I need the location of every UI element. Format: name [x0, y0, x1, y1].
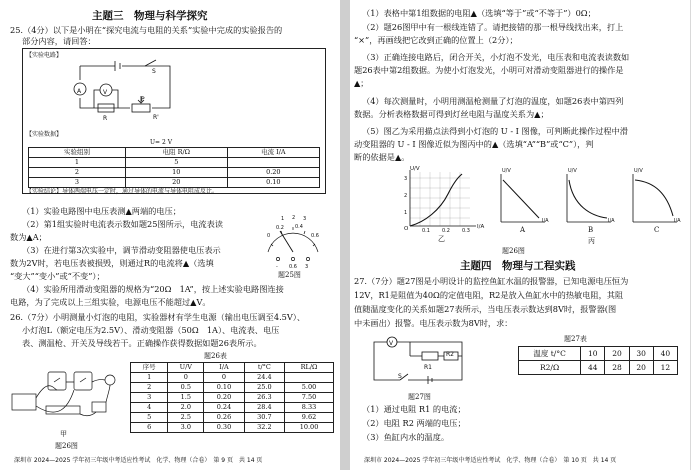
- meter-terminal: -: [276, 264, 278, 270]
- q26-sub3-line2: 题26表中第2组数据。为使小灯泡发光，小明可对滑动变阻器进行的操作是: [354, 65, 624, 75]
- table-row: 6 3.0 0.30 32.2 10.00: [131, 423, 334, 433]
- q26-sub5-line1: （5）图乙为采用描点法得到小灯泡的 U - I 图像，可判断此操作过程中滑: [362, 126, 628, 136]
- graph-a-u: U/V: [502, 168, 511, 174]
- q26-sub3-line1: （3）正确连接电路后，闭合开关，小灯泡不发光，电压表和电流表读数如: [362, 52, 630, 62]
- table-cell: [227, 158, 319, 168]
- th-group: 实验组别: [29, 148, 126, 158]
- circuit-ammeter-label: A: [77, 88, 82, 95]
- graph-yi-caption: 乙: [438, 235, 445, 243]
- q26-sub2-line2: “×”，再画线把它改到正确的位置上（2分）；: [354, 35, 518, 45]
- graph-ytick: 1: [404, 210, 408, 216]
- answer-blank: ▲: [394, 152, 402, 162]
- fig26-caption: 题26图: [55, 442, 78, 450]
- graph-a-i: I/A: [542, 218, 549, 224]
- q26-sub5-line2: 动变阻器的 U - I 图像近似为图丙中的▲（选填“A”“B”或“C”），判: [354, 139, 594, 149]
- q25-sub2-line2: 数为▲A；: [10, 232, 47, 242]
- q26-sub5-line3: 断的依据是▲。: [354, 152, 410, 162]
- table-row: 5 2.5 0.26 30.7 9.62: [131, 413, 334, 423]
- table-row: 4 2.0 0.24 28.4 8.33: [131, 403, 334, 413]
- q26-apparatus-sketch: [8, 358, 126, 430]
- graph-yi: [400, 170, 480, 232]
- table-cell: 1: [29, 158, 126, 168]
- c27-r1: R1: [424, 364, 432, 371]
- meter-terminal: 0.6: [289, 264, 297, 270]
- section-title-4: 主题四 物理与工程实践: [460, 260, 576, 272]
- c27-switch: S: [398, 373, 402, 380]
- meter-tick-outer: 1: [281, 216, 285, 222]
- graph-c-i: I/A: [674, 218, 681, 224]
- right-page-footer: 深圳市 2024—2025 学年初三年级中考适应性考试 化学、物理（合卷） 第 10 页 共 14 页: [364, 457, 617, 464]
- answer-blank: ▲: [534, 109, 541, 119]
- q26-stem-line1: 26.（7分）小明测量小灯泡的电阻，实验器材有学生电源（输出电压调至4.5V）、: [10, 312, 306, 322]
- graph-b-u: U/V: [568, 168, 577, 174]
- table26-caption: 题26表: [204, 352, 227, 360]
- graph-b-i: I/A: [608, 218, 615, 224]
- circuit-slider-label: P: [141, 96, 145, 103]
- graph-xtick: 0.1: [422, 228, 430, 234]
- graph-c-caption: C: [654, 226, 660, 234]
- th-temperature: t/°C: [244, 363, 284, 373]
- meter-tick: 0.4: [295, 224, 303, 230]
- graph-a-caption: A: [520, 226, 526, 234]
- graph-axis-u: U/V: [410, 166, 420, 172]
- section-title: 主题三 物理与科学探究: [92, 10, 208, 22]
- q27-stem-line1: 27.（7分）题27图是小明设计的监控鱼缸水温的报警器，已知电源电压恒为: [354, 276, 629, 286]
- table-cell: 0.20: [227, 168, 319, 178]
- q26-sub4-line2: 数据。分析表格数据可得到灯丝电阻与温度关系为▲；: [354, 109, 549, 119]
- graph-c-u: U/V: [634, 168, 643, 174]
- circuit-resistor-label: R: [103, 115, 108, 122]
- circuit-rheostat-label: R': [153, 114, 159, 121]
- graph-bing: [495, 172, 680, 224]
- circuit-voltmeter-label: V: [103, 89, 108, 96]
- q25-sub3-line2: 数为2V时，若电压表被损毁，则通过R的电流将▲（选填: [10, 258, 214, 268]
- q25-stem-line1: 25.（4分）以下是小明在“探究电流与电阻的关系”实验中完成的实验报告的: [10, 25, 283, 35]
- fig26-right-caption: 题26图: [502, 247, 525, 255]
- table-cell: 0.10: [227, 178, 319, 188]
- graph-b-caption: B: [588, 226, 594, 234]
- meter-tick-outer: 3: [303, 216, 307, 222]
- table-cell: 10: [125, 168, 227, 178]
- th-resistance: RL/Ω: [285, 363, 334, 373]
- q26-sub1: （1）表格中第1组数据的电阻▲（选填“等于”或“不等于”）0Ω；: [362, 8, 596, 18]
- q25-sub1: （1）实验电路图中电压表测▲两端的电压；: [22, 206, 181, 216]
- fig27-caption: 题27图: [408, 393, 431, 401]
- circuit-switch-label: S: [152, 68, 156, 75]
- ammeter-dial: [262, 222, 324, 262]
- graph-origin: O: [404, 226, 409, 232]
- graph-xtick: 0.2: [442, 228, 450, 234]
- answer-blank: ▲: [354, 78, 361, 88]
- data-label: 【实验数据】: [26, 131, 63, 138]
- answer-blank: ▲: [182, 258, 190, 268]
- fig-jia-caption: 甲: [60, 430, 67, 438]
- c27-r2: R2: [446, 351, 454, 358]
- answer-blank: ▲: [190, 297, 197, 307]
- meter-terminal: 3: [305, 264, 309, 270]
- q27-sub3: （3）鱼缸内水的温度。: [362, 432, 450, 442]
- page-gutter: [340, 0, 350, 470]
- left-page-footer: 深圳市 2024—2025 学年初三年级中考适应性考试 化学、物理（合卷） 第 9 页 共 14 页: [14, 457, 263, 464]
- answer-blank: ▲: [26, 232, 33, 242]
- table-row: 1 0 0 24.4: [131, 373, 334, 383]
- th-index: 序号: [131, 363, 168, 373]
- q25-stem-line2: 部分内容，请回答：: [22, 36, 96, 46]
- q26-stem-line3: 表、测温枪、开关及导线若干。正确操作获得数据如题26表所示。: [22, 338, 262, 348]
- graph-ytick: 2: [404, 193, 408, 199]
- q26-sub2-line1: （2）题26图甲中有一根线连错了。请把接错的那一根导线找出来，打上: [362, 22, 624, 32]
- meter-tick: 0.6: [311, 233, 319, 239]
- q26-stem-line2: 小灯泡L（额定电压为2.5V）、滑动变阻器（50Ω 1A）、电流表、电压: [22, 325, 280, 335]
- q25-data-table: [28, 147, 320, 188]
- right-page: [350, 0, 690, 470]
- table-row: R2/Ω 44 28 20 12: [519, 361, 678, 375]
- table-cell: 5: [125, 158, 227, 168]
- c27-voltmeter: V: [389, 340, 394, 347]
- q27-table: [518, 346, 678, 375]
- q27-stem-line4: 中未画出）报警。电压表示数为8V时，求：: [354, 318, 513, 328]
- th-current: 电流 I/A: [227, 148, 319, 158]
- q25-sub3-line3: “变大”“变小”或“不变”）；: [10, 271, 105, 281]
- q27-stem-line3: 值随温度变化的关系如题27表所示，当电压表示数达到8V时，报警器(图: [354, 304, 617, 314]
- graph-ytick: 3: [404, 176, 408, 182]
- graph-bing-caption: 丙: [588, 237, 595, 245]
- table-row: 温度 t/°C 10 20 30 40: [519, 347, 678, 361]
- conclusion: 【实验结论】导体两端电压一定时，通过导体的电流与导体电阻成反比。: [26, 188, 219, 195]
- table-row: 3 1.5 0.20 26.3 7.50: [131, 393, 334, 403]
- q25-sub4-line2: 电路，为了完成以上三组实验，电源电压不能超过▲V。: [10, 297, 211, 307]
- table27-caption: 题27表: [564, 335, 587, 343]
- meter-tick: 0.2: [276, 225, 284, 231]
- circuit-label: 【实验电路】: [26, 52, 63, 59]
- table-row: 2 0.5 0.10 25.0 5.00: [131, 383, 334, 393]
- q26-data-table: [130, 362, 334, 433]
- answer-blank: ▲: [470, 8, 477, 18]
- q27-circuit-diagram: [370, 334, 480, 388]
- q27-sub2: （2）电阻 R2 两端的电压；: [362, 418, 466, 428]
- th-voltage: U/V: [168, 363, 204, 373]
- th-resistance: 电阻 R/Ω: [125, 148, 227, 158]
- th-current: I/A: [204, 363, 244, 373]
- graph-axis-i: I/A: [477, 224, 485, 230]
- q25-sub4-line1: （4）实验所用滑动变阻器的规格为“20Ω 1A”，按上述实验电路图连接: [22, 284, 284, 294]
- table-cell: 2: [29, 168, 126, 178]
- left-page: [0, 0, 340, 470]
- q27-sub1: （1）通过电阻 R1 的电流；: [362, 404, 466, 414]
- q26-sub4-line1: （4）每次测量时，小明用测温枪测量了灯泡的温度，如题26表中第四列: [362, 96, 624, 106]
- table-cell: 3: [29, 178, 126, 188]
- answer-blank: ▲: [491, 139, 499, 149]
- table-cell: 20: [125, 178, 227, 188]
- q27-stem-line2: 12V，R1是阻值为40Ω的定值电阻，R2是放入鱼缸水中的热敏电阻，其阻: [354, 290, 624, 300]
- meter-tick-outer: 2: [292, 215, 296, 221]
- graph-xtick: 0.3: [462, 228, 470, 234]
- voltage-label: U= 2 V: [150, 139, 173, 146]
- q26-sub3-line3: ▲；: [354, 78, 369, 88]
- answer-blank: ▲: [125, 206, 132, 216]
- meter-tick: 0: [267, 233, 271, 239]
- q25-sub3-line1: （3）在进行第3次实验中，调节滑动变阻器使电压表示: [22, 245, 221, 255]
- fig25-caption: 题25图: [278, 271, 301, 279]
- q25-sub2-line1: （2）第1组实验时电流表示数如题25图所示，电流表读: [22, 219, 223, 229]
